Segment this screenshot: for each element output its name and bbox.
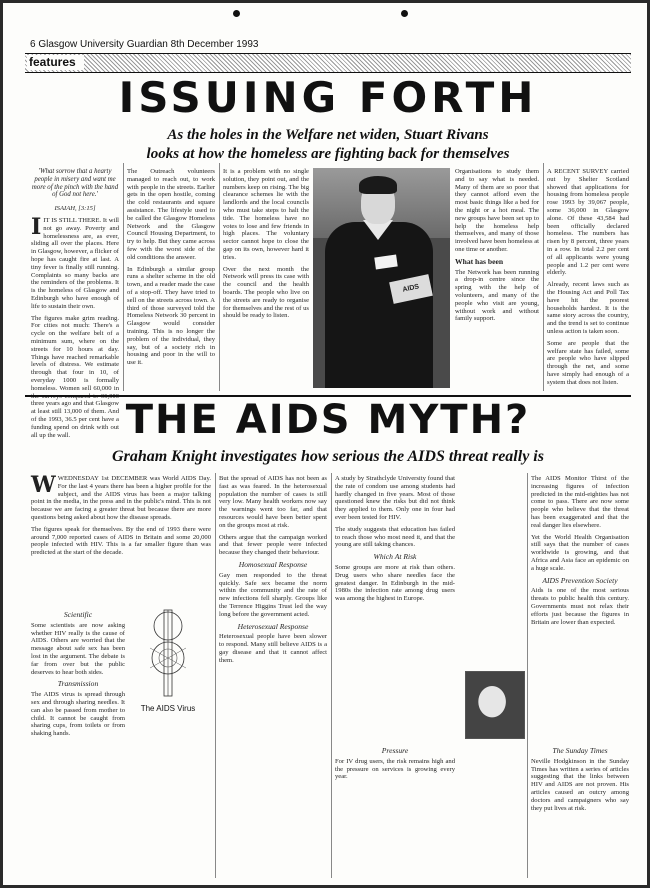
story2-paragraph: Others argue that the campaign worked and that fewer people were infected because they changed their behaviour.: [219, 533, 327, 557]
story2-paragraph: Heterosexual people have been slower to respond. Many still believe AIDS is a gay disease and that it cannot affect them.: [219, 633, 327, 664]
story2-paragraph: Neville Hodgkinson in the Sunday Times has written a series of articles suggesting that the links between HIV and AIDS are not proven. His articles caused an outcry among doctors and campaigners who say they put lives at risk.: [531, 757, 629, 812]
story2-paragraph: A study by Strathclyde University found that the rate of condom use among students had hardly changed in five years. Most of those questioned knew the risks but did not think they applied to them. Only one in four had ever been tested for HIV.: [335, 475, 455, 521]
headline-aids-myth: THE AIDS MYTH?: [125, 397, 531, 443]
aids-virus-illustration: [128, 608, 208, 716]
story2-paragraph: Yet the World Health Organisation still says that the number of cases worldwide is growing, and that Africa and Asia face an epidemic on a huge scale.: [531, 533, 629, 572]
story2-paragraph: The study suggests that education has failed to reach those who most need it, and that the young are still taking chances.: [335, 525, 455, 549]
story2-column-3: [335, 475, 455, 665]
story1-paragraph: The Outreach volunteers managed to reach out, to work with people in the streets. Earlier gets in the open hostile, coming the cold restaurants and square assistance. The lifestyle used to be called the Glasgow Homeless Network and the Glasgow Council Housing Department, to try to help. But they came across few with the worst side of the old conditions the answer.: [127, 168, 215, 261]
standfirst-story1: [63, 126, 593, 164]
story2-subhead: Heterosexual Response: [237, 621, 309, 631]
story1-paragraph: Over the next month the Network will press its case with the council and the health boards. The people who live on the streets are ready to organise for themselves and the rest of us should be ready to listen.: [223, 265, 309, 320]
story1-paragraph: The figures make grim reading. For cities not much: There's a cycle on the welfare belt of a minimum sum, where on the streets for 10 hours at day. Things have reached remarkable levels of distress. We estimate through that four in 10, of everyday 1000 is formally homeless. Women sell 60,000 in the surveys compared to 36,000 three years ago and that Glasgow at least still 13,000 of them. And of the 1993, 36.5 per cent have a funding spend on drink with out all up the wall.: [31, 314, 119, 439]
story1-subhead: What has been: [455, 256, 504, 266]
story1-paragraph: Already, recent laws such as the Housing Act and Poll Tax have hit the poorest households hardest. It is the same story across the country, and the trend is set to continue unless action is taken soon.: [547, 281, 629, 335]
story1-paragraph: In Edinburgh a similar group runs a shelter scheme in the old town, and a reader made the case of a stop-off. They have tried to sell on the streets across town. A third of those surveyed told the Homeless Network 30 percent in Glasgow would consider training. This is no longer the problem of the individual, they say, but of a society rich in housing and poor in the will to use it.: [127, 265, 215, 367]
story2-column-3-lower: [335, 743, 455, 875]
column-rule: [219, 163, 220, 391]
figure-caption: The AIDS Virus: [140, 704, 196, 713]
story2-paragraph: The AIDS Monitor Thirst of the increasing figures of infection predicted in the mid-eighties has not come to pass. There are now some people who believe that the threat has been exaggerated and that the real danger lies elsewhere.: [531, 475, 629, 529]
story2-paragraph: Some groups are more at risk than others. Drug users who share needles face the greatest danger. In Edinburgh in the mid-1980s the infection rate among drug users was among the highest in Europe.: [335, 563, 455, 603]
punch-hole-left: [233, 10, 240, 17]
story2-paragraph: But the spread of AIDS has not been as fast as was feared. In the heterosexual population the number of cases is still very low. Many health workers now say the warnings went too far, and that resources would have been better spent on the groups most at risk.: [219, 475, 327, 529]
column-rule: [331, 473, 332, 878]
story2-paragraph: The figures speak for themselves. By the end of 1993 there were around 7,000 reported cases of AIDS in Britain and some 20,000 people infected with HIV. This is a far smaller figure than was predicted at the start of the decade.: [31, 525, 211, 557]
column-rule: [543, 163, 544, 391]
story1-paragraph: Organisations to study them and to say what is needed. Many of them are so poor that they cannot afford even the most basic things like a bed for the night or a hot meal. The new groups have been set up to help the homeless help themselves, and many of those involved have been homeless at one time or another.: [455, 168, 539, 253]
section-label: features: [27, 55, 84, 70]
story1-paragraph: It is a problem with no single solution, they point out, and the numbers keep on rising. The big clearance schemes lie with the landlords and the local councils who must take steps to halt the tide. The homeless have no votes to lose and few friends in high places. The voluntary sector cannot hope to close the gap on its own, however hard it tries.: [223, 168, 309, 261]
story1-column-4: [455, 168, 539, 390]
story2-column-1: [31, 472, 211, 605]
story2-subhead: Transmission: [57, 679, 99, 689]
homeless-man-photo: [313, 168, 450, 388]
standfirst-line-2: looks at how the homeless are fighting back for themselves: [146, 146, 510, 162]
page-folio: 6 Glasgow University Guardian 8th December 1993: [30, 39, 259, 50]
story1-column-2: [127, 168, 215, 390]
story2-paragraph: Some scientists are now asking whether HIV really is the cause of AIDS. Others are worried that the message about safe sex has been lost in the argument. The debate is far from over but the public deserves to hear both sides.: [31, 621, 125, 676]
story2-subhead: AIDS Prevention Society: [542, 575, 618, 585]
photo-papers-label: AIDS: [389, 274, 433, 304]
story1-paragraph: IIT IS STILL THERE. It will not go away. Poverty and homelessness are, as ever, sliding all over the places. Here in Glasgow, however, a flicker of hope has caught fire at last. A tiny fever is finally still running. Complaints so many backs are the reminders of the problems. It is the homeless of Glasgow and Edinburgh who have enough of life to sustain their own.: [31, 213, 119, 310]
story2-subhead: Pressure: [381, 746, 409, 755]
story2-column-4: [459, 475, 629, 665]
epigraph-quote: 'What sorrow that a hearty people in misery and want me more of the pinch with the hand of God not here.': [31, 168, 119, 199]
punch-hole-right: [401, 10, 408, 17]
headline-issuing-forth: ISSUING FORTH: [118, 73, 538, 122]
standfirst-story2: Graham Knight investigates how serious the AIDS threat really is: [112, 448, 544, 465]
drop-cap: W: [31, 472, 56, 498]
story2-paragraph: WWEDNESDAY 1st DECEMBER was World AIDS Day. For the last 4 years there has been a higher profile for the subject, and the AIDS virus has been a major talking point in the media, in the press and in the public's mind. This is not because we are facing a greater threat but because there are more questions being asked about how the disease spreads.: [31, 472, 211, 521]
story2-subhead: Scientific: [63, 610, 93, 619]
story2-column-4-lower: [531, 743, 629, 875]
story1-paragraph: Some are people that the welfare state has failed, some are people who have slipped through the net, and some have simply had enough of a system that does not listen.: [547, 339, 629, 386]
story2-subhead: Which At Risk: [373, 552, 417, 562]
story1-paragraph: The Network has been running a drop-in centre since the spring with the help of volunteers, and many of the people who visit are young, without work and without family support.: [455, 268, 539, 323]
story2-subhead: Homosexual Response: [238, 559, 308, 569]
story2-subhead: The Sunday Times: [552, 746, 608, 755]
story2-column-2: [219, 475, 327, 875]
newspaper-page: [3, 3, 647, 885]
story2-paragraph: Aids is one of the most serious threats to public health this century. Governments must not relax their efforts just because the figures in Britain are lower than expected.: [531, 587, 629, 626]
author-portrait: [465, 671, 525, 739]
story1-column-5: [547, 168, 629, 390]
story2-paragraph: Gay men responded to the threat quickly. Safe sex became the norm within the community and the rate of new infections fell sharply. Groups like the Terrence Higgins Trust led the way long before the government acted.: [219, 571, 327, 618]
story2-paragraph: The AIDS virus is spread through sex and through sharing needles. It can also be passed from mother to child. It cannot be caught from sharing cups, from toilets or from shaking hands.: [31, 691, 125, 738]
drop-cap: I: [31, 213, 42, 240]
column-rule: [215, 473, 216, 878]
story1-paragraph: A RECENT SURVEY carried out by Shelter Scotland showed that applications for housing from homeless people rose 1993 by 39,067 people, some 36,000 in Glasgow alone. Of these 43,584 had been officially declared homeless. The numbers has risen by 8 percent, three years in a row. In total 2.2 per cent of all applicants were young people and 1.2 per cent were elderly.: [547, 168, 629, 277]
story1-column-1: [31, 168, 119, 439]
epigraph-attribution: ISAIAH, [3:15]: [54, 205, 96, 213]
column-rule: [123, 163, 124, 391]
story2-column-1-lower: [31, 607, 125, 875]
story1-column-3: [223, 168, 309, 390]
virus-icon: [136, 608, 200, 698]
standfirst-line-1: As the holes in the Welfare net widen, Stuart Rivans: [167, 127, 489, 143]
story2-paragraph: For IV drug users, the risk remains high and the pressure on services is growing every year.: [335, 757, 455, 781]
section-bar: [25, 53, 631, 73]
